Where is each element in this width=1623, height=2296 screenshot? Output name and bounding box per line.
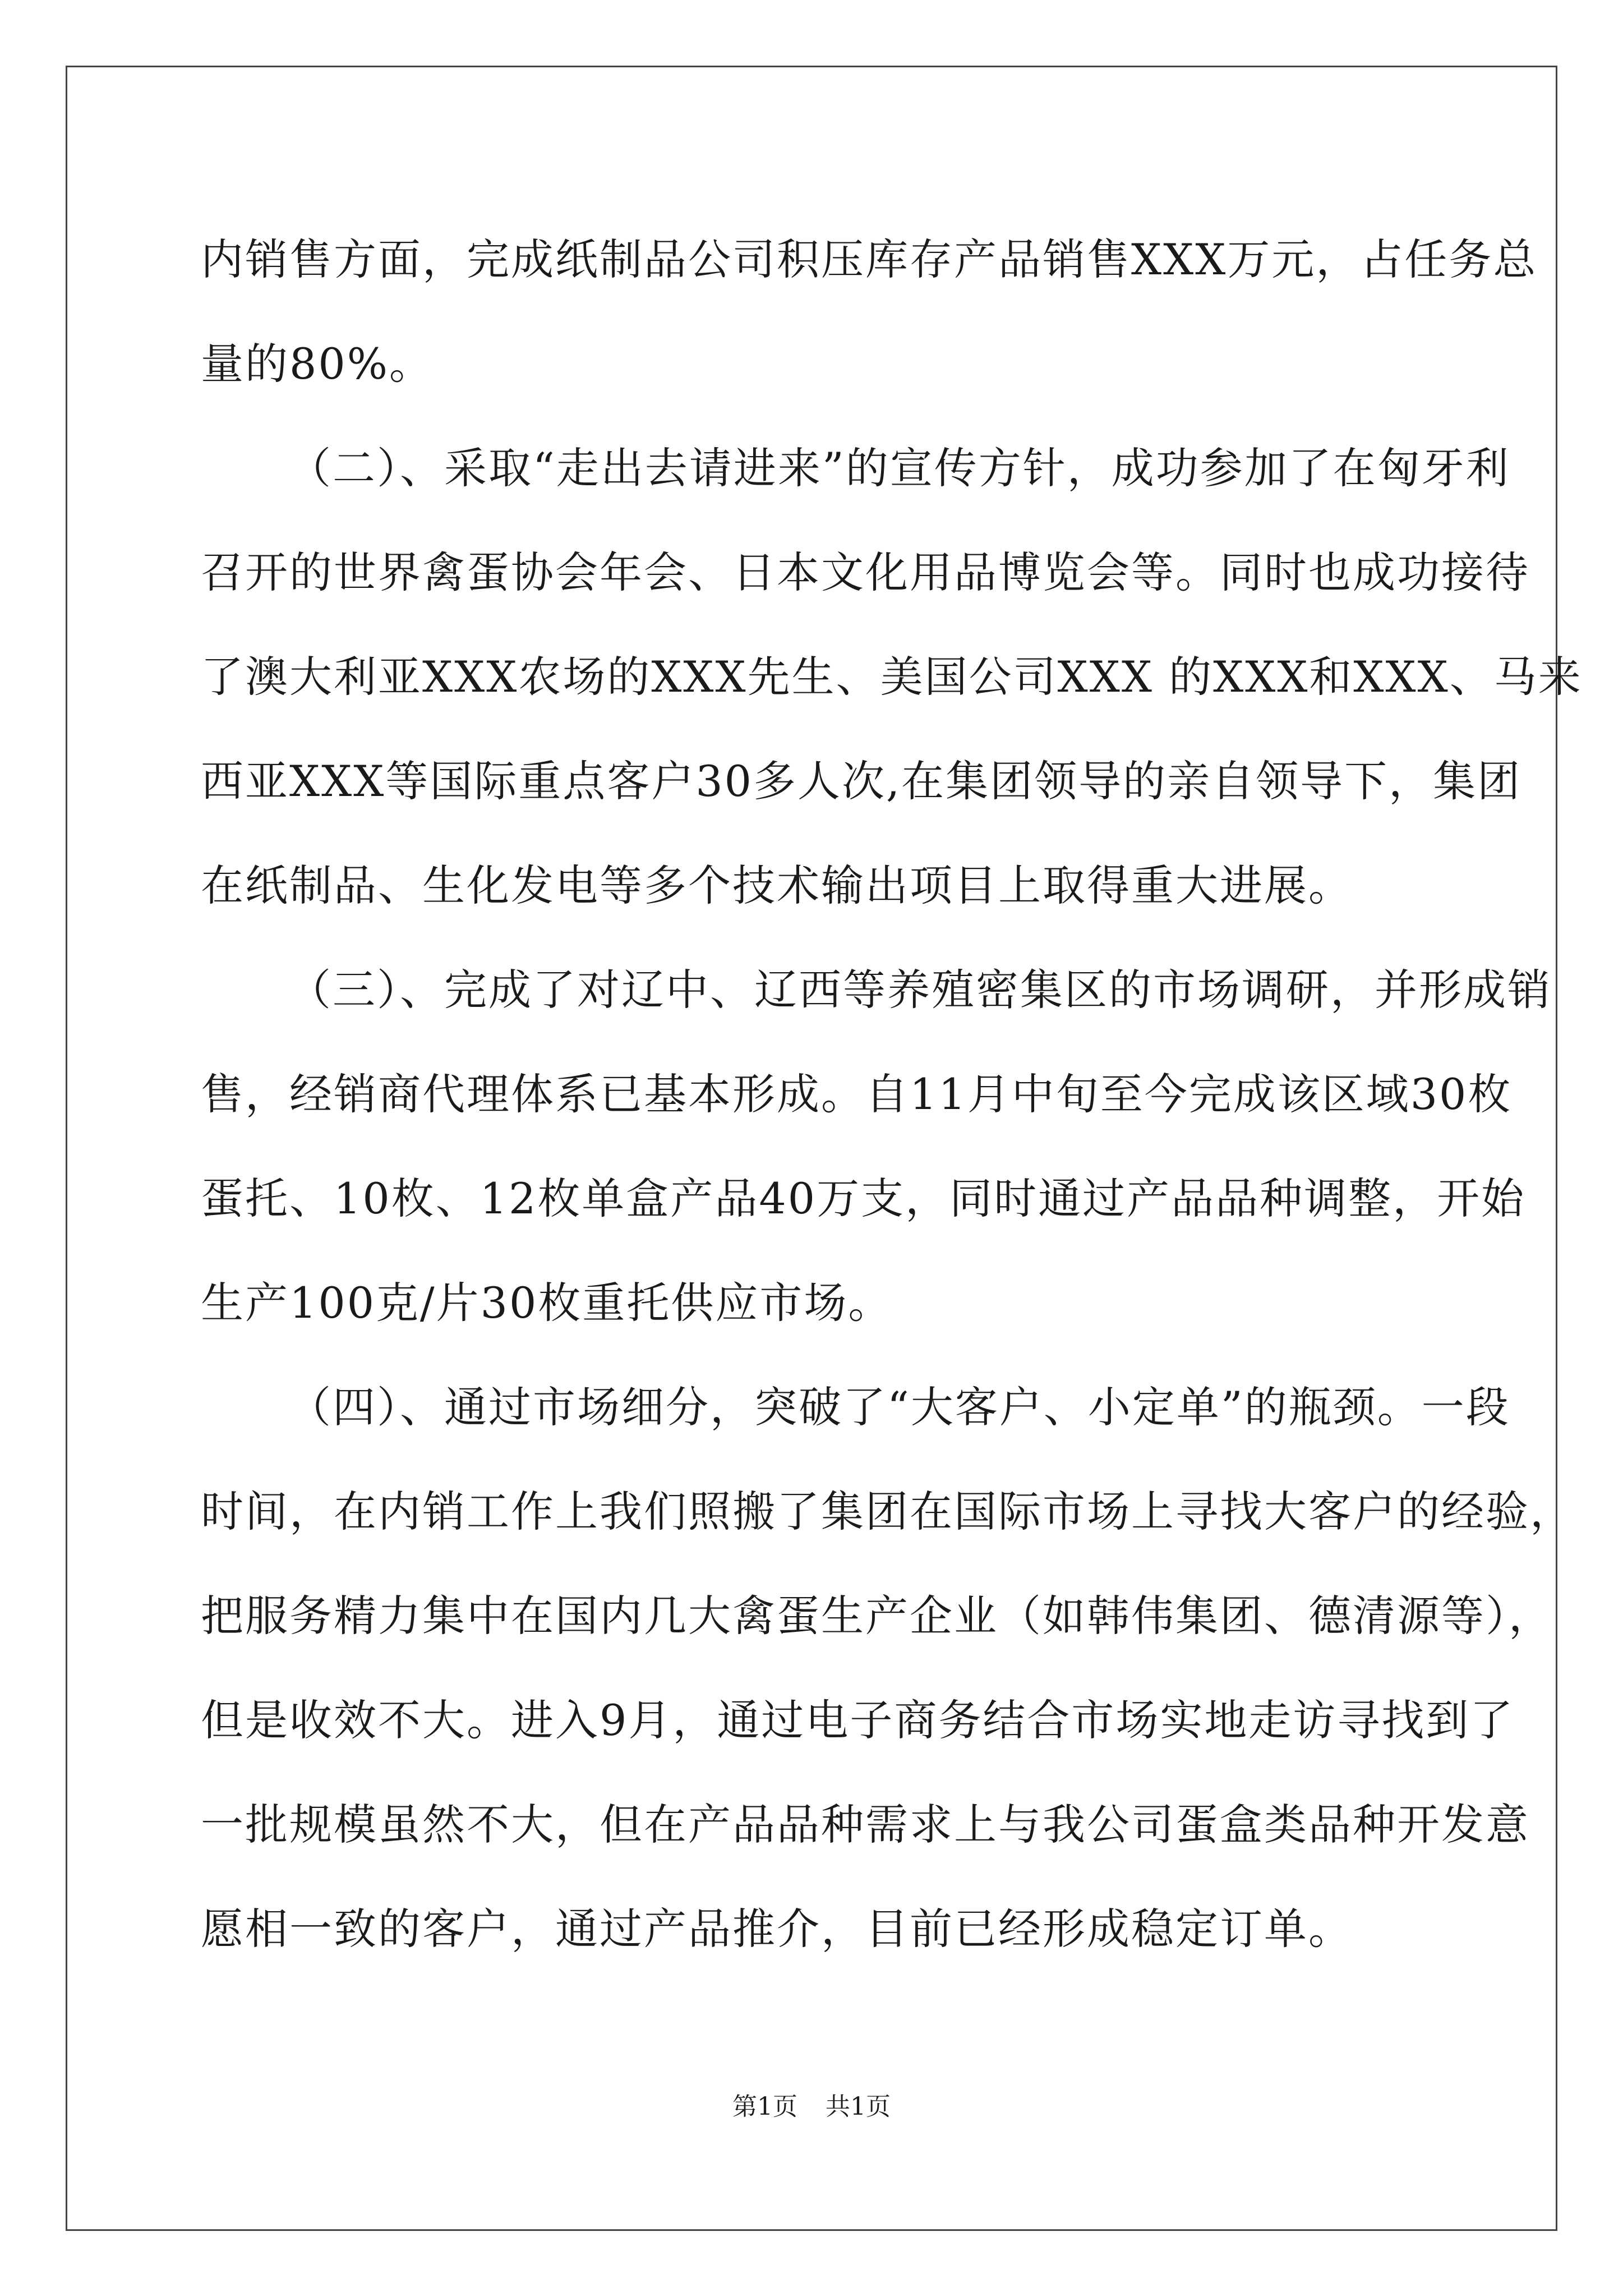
paragraph-4-line-3: 把服务精力集中在国内几大禽蛋生产企业（如韩伟集团、德清源等），: [201, 1591, 1553, 1641]
paragraph-2-line-1: （二）、采取“走出去请进来”的宣传方针，成功参加了在匈牙利: [288, 443, 1510, 493]
page-number-total: 共1页: [826, 2092, 891, 2121]
paragraph-1-line-2: 量的80%。: [201, 339, 434, 389]
paragraph-2-line-2: 召开的世界禽蛋协会年会、日本文化用品博览会等。同时也成功接待: [201, 547, 1530, 597]
paragraph-2-line-3: 了澳大利亚XXX农场的XXX先生、美国公司XXX 的XXX和XXX、马来: [201, 652, 1583, 702]
paragraph-2-line-5: 在纸制品、生化发电等多个技术输出项目上取得重大进展。: [201, 861, 1353, 910]
paragraph-3-line-2: 售，经销商代理体系已基本形成。自11月中旬至今完成该区域30枚: [201, 1069, 1513, 1119]
paragraph-4-line-4: 但是收效不大。进入9月，通过电子商务结合市场实地走访寻找到了: [201, 1695, 1515, 1745]
page-number-current: 第1页: [732, 2092, 797, 2121]
paragraph-4-line-6: 愿相一致的客户，通过产品推介，目前已经形成稳定订单。: [201, 1904, 1353, 1954]
paragraph-1-line-1: 内销售方面，完成纸制品公司积压库存产品销售XXX万元，占任务总: [201, 234, 1538, 284]
document-body: [201, 208, 1583, 1981]
paragraph-2-line-4: 西亚XXX等国际重点客户30多人次,在集团领导的亲自领导下，集团: [201, 756, 1522, 806]
paragraph-4-line-5: 一批规模虽然不大，但在产品品种需求上与我公司蛋盒类品种开发意: [201, 1800, 1530, 1849]
paragraph-3-line-3: 蛋托、10枚、12枚单盒产品40万支，同时通过产品品种调整，开始: [201, 1174, 1526, 1223]
page-footer: [0, 2090, 1623, 2124]
paragraph-4-line-2: 时间，在内销工作上我们照搬了集团在国际市场上寻找大客户的经验，: [201, 1487, 1574, 1536]
paragraph-3-line-1: （三）、完成了对辽中、辽西等养殖密集区的市场调研，并形成销: [288, 965, 1552, 1015]
paragraph-4-line-1: （四）、通过市场细分，突破了“大客户、小定单”的瓶颈。一段: [288, 1382, 1510, 1432]
paragraph-3-line-4: 生产100克/片30枚重托供应市场。: [201, 1278, 893, 1328]
